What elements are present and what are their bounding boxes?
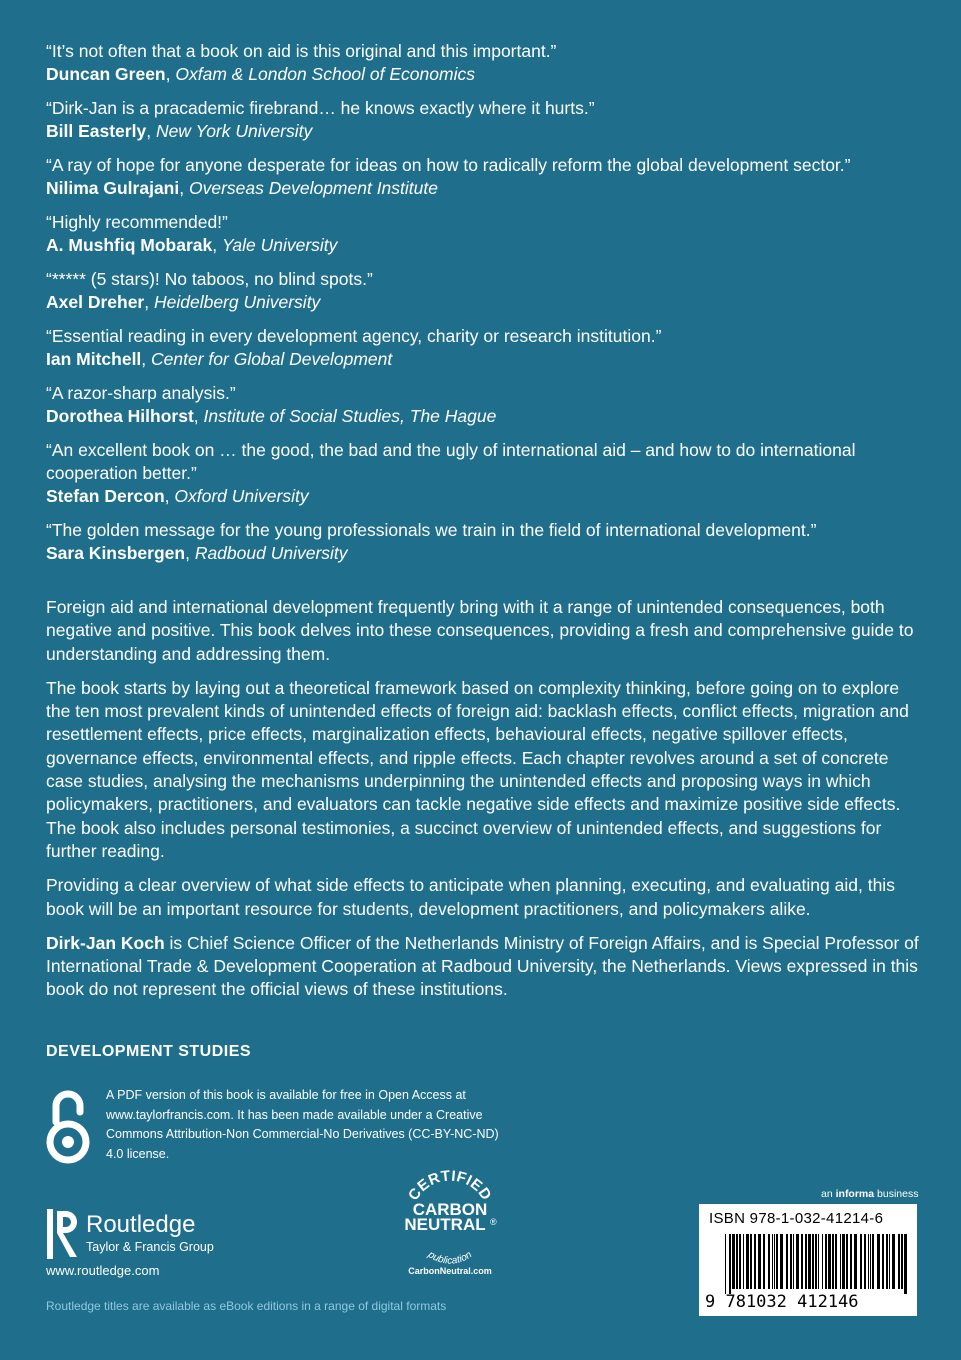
barcode-bar xyxy=(886,1234,888,1289)
barcode-bar xyxy=(872,1234,874,1289)
endorsement xyxy=(46,154,926,200)
endorsement-attribution: Bill Easterly, New York University xyxy=(46,121,313,141)
barcode-bar xyxy=(768,1234,770,1289)
endorsement-attribution: Stefan Dercon, Oxford University xyxy=(46,486,309,506)
endorsement-quote: “Essential reading in every development agency, charity or research institution.” xyxy=(46,326,662,346)
barcode-bar xyxy=(846,1234,848,1289)
endorsement-attribution: Ian Mitchell, Center for Global Development xyxy=(46,349,393,369)
endorsements xyxy=(46,40,926,576)
barcode-bar xyxy=(877,1234,880,1289)
barcode-bar xyxy=(774,1234,775,1289)
barcode-bar xyxy=(832,1234,834,1289)
barcode-bar xyxy=(746,1234,749,1289)
barcode-bar xyxy=(870,1234,871,1289)
endorsement-attribution: A. Mushfiq Mobarak, Yale University xyxy=(46,235,338,255)
endorsement xyxy=(46,40,926,86)
endorsement-quote: “Highly recommended!” xyxy=(46,212,228,232)
barcode-bar xyxy=(743,1234,744,1289)
endorsement-quote: “***** (5 stars)! No taboos, no blind spots.” xyxy=(46,269,373,289)
barcode-bar xyxy=(889,1234,890,1289)
barcode-bar xyxy=(822,1234,823,1289)
open-access-icon xyxy=(44,1088,92,1166)
barcode-bar xyxy=(754,1234,756,1289)
barcode-bar xyxy=(812,1234,814,1289)
barcode-bar xyxy=(842,1234,845,1289)
barcode-bar xyxy=(736,1234,738,1289)
endorsement-attribution: Duncan Green, Oxfam & London School of Economics xyxy=(46,64,475,84)
series-label: DEVELOPMENT STUDIES xyxy=(46,1043,252,1060)
description-paragraph-2: The book starts by laying out a theoretical framework based on complexity thinking, before going on to explore the ten most prevalent kinds of unintended effects of foreign aid: backlash effects, conflict effects, migration and resettlement effects, price effects, marginalization effects, behavioural effects, negative spillover effects, governance effects, environmental effects, and ripple effects. Each chapter revolves around a set of concrete case studies, analysing the mechanisms underpinning the unintended effects and proposing ways in which policymakers, practitioners, and evaluators can tackle negative side effects and maximize positive side effects. The book also includes personal testimonies, a succinct overview of unintended effects, and suggestions for further reading. xyxy=(46,677,909,861)
carbon-certified-text: CERTIFIED xyxy=(405,1170,495,1204)
barcode-bar xyxy=(780,1234,783,1289)
endorser-affiliation: New York University xyxy=(155,121,313,141)
endorsement-quote: “The golden message for the young professionals we train in the field of international development.” xyxy=(46,520,817,540)
barcode-bar xyxy=(892,1234,895,1289)
ebook-notice: Routledge titles are available as eBook editions in a range of digital formats xyxy=(46,1299,447,1313)
endorser-name: A. Mushfiq Mobarak xyxy=(46,235,213,255)
endorsement-quote: “An excellent book on … the good, the bad and the ugly of international aid – and how to do international cooperation better.” xyxy=(46,440,856,483)
barcode-bar xyxy=(796,1234,799,1289)
barcode-bar xyxy=(882,1234,884,1289)
endorser-name: Stefan Dercon xyxy=(46,486,165,506)
neutral-word: NEUTRAL xyxy=(404,1215,486,1234)
endorser-affiliation: Overseas Development Institute xyxy=(188,178,438,198)
barcode-bar xyxy=(864,1234,866,1289)
publisher-group: Taylor & Francis Group xyxy=(86,1240,214,1254)
book-description xyxy=(46,596,921,1013)
barcode-bar xyxy=(868,1234,869,1289)
endorser-affiliation: Yale University xyxy=(222,235,338,255)
endorsement xyxy=(46,268,926,314)
barcode-bar xyxy=(725,1234,726,1294)
barcode-bar xyxy=(763,1234,765,1289)
barcode-bar xyxy=(835,1234,837,1289)
barcode-bar xyxy=(776,1234,778,1289)
endorsement xyxy=(46,439,926,508)
publisher-name: Routledge xyxy=(86,1211,196,1238)
endorser-affiliation: Center for Global Development xyxy=(151,349,393,369)
endorser-affiliation: Heidelberg University xyxy=(153,292,321,312)
barcode-bar xyxy=(904,1234,907,1294)
author-bio-text: is Chief Science Officer of the Netherlands Ministry of Foreign Affairs, and is Special Professor of International Trade & Development Cooperation at Radboud University, the Netherlands. Views expressed in this book do not represent the official views of these institutions. xyxy=(46,932,919,1000)
endorsement xyxy=(46,97,926,143)
open-access-text: A PDF version of this book is available for free in Open Access at www.taylorfrancis.com. It has been made available under a Creative Commons Attribution-Non Commercial-No Derivatives (CC-BY-NC-ND) 4.0 license. xyxy=(106,1088,499,1161)
endorser-name: Dorothea Hilhorst xyxy=(46,406,194,426)
endorser-affiliation: Institute of Social Studies, The Hague xyxy=(203,406,497,426)
barcode-bar xyxy=(750,1234,752,1289)
barcode-digits: 9 781032 412146 xyxy=(705,1292,859,1312)
informa-suffix: business xyxy=(874,1188,919,1200)
registered-mark: ® xyxy=(490,1217,497,1227)
informa-prefix: an xyxy=(821,1188,836,1200)
endorsement-attribution: Dorothea Hilhorst, Institute of Social Studies, The Hague xyxy=(46,406,497,426)
endorsement-attribution: Sara Kinsbergen, Radboud University xyxy=(46,543,348,563)
barcode-bar xyxy=(793,1234,794,1289)
barcode-bar xyxy=(815,1234,817,1289)
endorsement-quote: “It’s not often that a book on aid is this original and this important.” xyxy=(46,41,557,61)
barcode-bar xyxy=(808,1234,811,1289)
endorsement-quote: “Dirk-Jan is a pracademic firebrand… he knows exactly where it hurts.” xyxy=(46,98,595,118)
endorser-name: Sara Kinsbergen xyxy=(46,543,186,563)
barcode-bar xyxy=(786,1234,788,1289)
barcode-bar xyxy=(901,1234,903,1289)
description-paragraph-3: Providing a clear overview of what side effects to anticipate when planning, executing, and evaluating aid, this book will be an important resource for students, development practitioners, and policymakers alike. xyxy=(46,875,895,919)
barcode-bar xyxy=(854,1234,857,1289)
endorser-name: Nilima Gulrajani xyxy=(46,178,180,198)
endorsement-attribution: Axel Dreher, Heidelberg University xyxy=(46,292,321,312)
barcode-bar xyxy=(801,1234,803,1289)
barcode-bar xyxy=(772,1234,773,1289)
endorsement xyxy=(46,519,926,565)
informa-brand: informa xyxy=(835,1188,875,1200)
endorser-name: Duncan Green xyxy=(46,64,166,84)
barcode-bars xyxy=(725,1234,908,1294)
routledge-r-icon xyxy=(46,1209,80,1259)
endorsement xyxy=(46,211,926,257)
author-name: Dirk-Jan Koch xyxy=(46,932,165,953)
barcode-bar xyxy=(840,1234,841,1289)
barcode-bar xyxy=(825,1234,827,1289)
endorser-name: Bill Easterly xyxy=(46,121,147,141)
barcode-bar xyxy=(805,1234,807,1289)
endorser-affiliation: Oxford University xyxy=(174,486,309,506)
barcode-bar xyxy=(850,1234,852,1289)
isbn-barcode xyxy=(699,1204,917,1316)
barcode-bar xyxy=(739,1234,741,1289)
publisher-url[interactable]: www.routledge.com xyxy=(46,1263,160,1278)
endorsement-quote: “A razor-sharp analysis.” xyxy=(46,383,236,403)
carbon-word: CARBON xyxy=(412,1200,488,1219)
barcode-bar xyxy=(732,1234,735,1289)
barcode-bar xyxy=(790,1234,792,1289)
barcode-bar xyxy=(758,1234,761,1289)
barcode-bar xyxy=(860,1234,862,1289)
endorser-name: Axel Dreher xyxy=(46,292,145,312)
routledge-logo xyxy=(46,1209,306,1259)
carbon-publication-text: publication xyxy=(426,1249,474,1267)
endorser-affiliation: Oxfam & London School of Economics xyxy=(175,64,475,84)
endorser-name: Ian Mitchell xyxy=(46,349,142,369)
endorsement xyxy=(46,325,926,371)
description-paragraph-1: Foreign aid and international development frequently bring with it a range of unintended consequences, both negative and positive. This book delves into these consequences, providing a fresh and comprehensive guide to understanding and addressing them. xyxy=(46,597,914,664)
isbn-label: ISBN 978-1-032-41214-6 xyxy=(709,1210,884,1227)
informa-business-tag xyxy=(821,1188,918,1200)
endorser-affiliation: Radboud University xyxy=(194,543,348,563)
endorsement xyxy=(46,382,926,428)
barcode-bar xyxy=(898,1234,900,1289)
author-bio xyxy=(46,932,921,1002)
barcode-bar xyxy=(729,1234,731,1294)
barcode-bar xyxy=(828,1234,831,1289)
endorsement-attribution: Nilima Gulrajani, Overseas Development Institute xyxy=(46,178,438,198)
barcode-bar xyxy=(818,1234,819,1289)
carbon-neutral-url: CarbonNeutral.com xyxy=(408,1266,492,1276)
endorsement-quote: “A ray of hope for anyone desperate for ideas on how to radically reform the global development sector.” xyxy=(46,155,851,175)
